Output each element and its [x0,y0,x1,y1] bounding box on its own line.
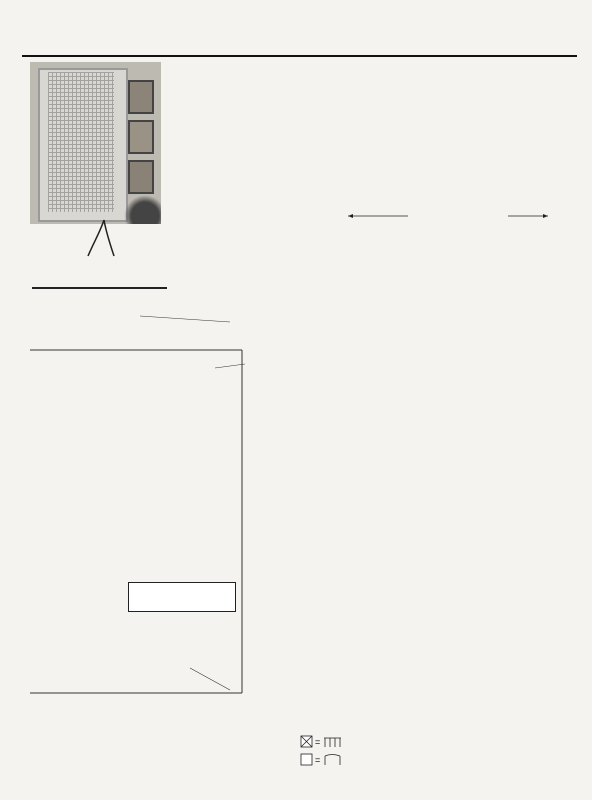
svg-text:=: = [315,755,321,765]
header-rule [22,55,577,57]
badge-rule [32,287,167,289]
legend-sm-symbol [300,735,346,749]
cherry-stem-icon [82,218,122,258]
legend-om-symbol [300,753,346,767]
edging-diagram [30,298,305,738]
filet-chart [348,226,580,766]
svg-text:=: = [315,737,321,747]
gauge-box [128,582,236,612]
width-arrow [348,206,578,226]
curtain-photo [30,62,161,224]
instructions-col-1 [168,62,292,65]
